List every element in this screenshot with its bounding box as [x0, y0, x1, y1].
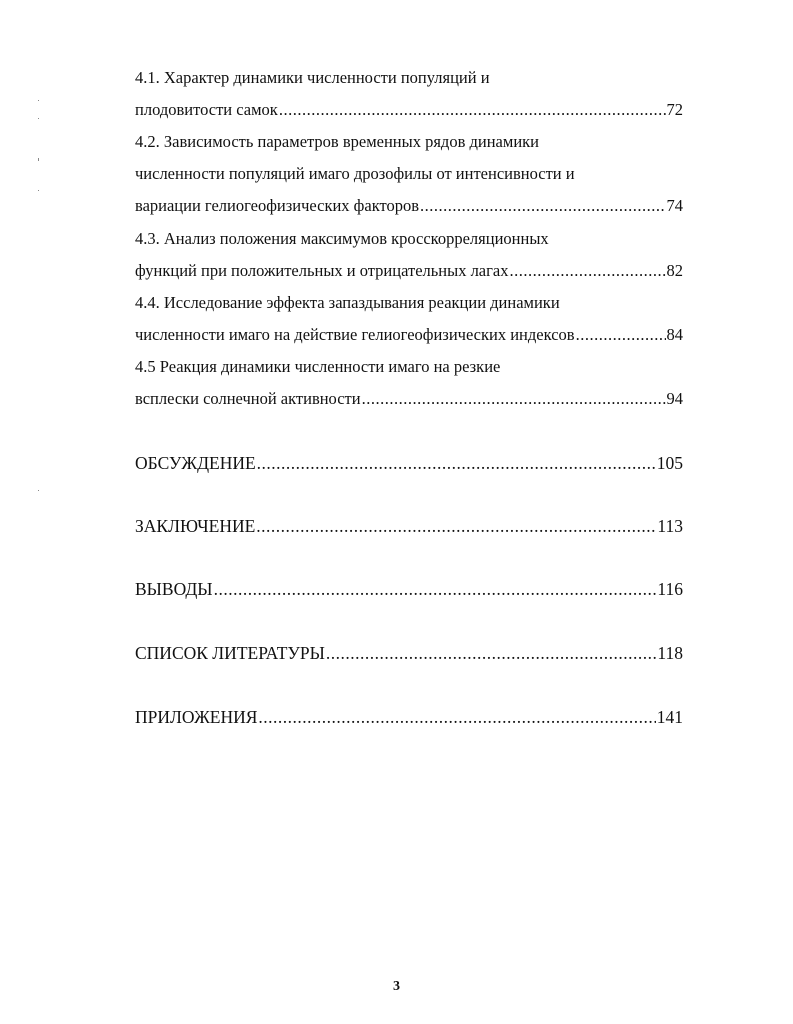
toc-discussion-page: 105 [656, 453, 683, 473]
toc-4-4-page: 84 [666, 325, 683, 344]
toc-4-4-title-part2: численности имаго на действие гелиогеофизических индексов [135, 325, 575, 344]
dot-leader [257, 452, 656, 474]
dot-leader [362, 388, 666, 410]
toc-4-2-title-part1: 4.2. Зависимость параметров временных рядов динамики [135, 132, 539, 151]
toc-4-2-title-part2: численности популяций имаго дрозофилы от интенсивности и [135, 164, 575, 183]
toc-4-1-page: 72 [666, 100, 683, 119]
toc-4-2-title-part3: вариации гелиогеофизических факторов [135, 196, 420, 215]
toc-4-5-title-part2: всплески солнечной активности [135, 389, 361, 408]
dot-leader [279, 99, 666, 121]
toc-4-4-title-part1: 4.4. Исследование эффекта запаздывания реакции динамики [135, 293, 560, 312]
scan-speck [38, 118, 39, 119]
toc-entry-conclusion [135, 515, 683, 537]
scan-speck [38, 190, 39, 191]
dot-leader [576, 324, 666, 346]
page-number: 3 [393, 979, 400, 994]
toc-findings-title: ВЫВОДЫ [135, 579, 213, 599]
toc-4-3-page: 82 [666, 261, 683, 280]
toc-4-1-title-part1: 4.1. Характер динамики численности популяций и [135, 68, 490, 87]
dot-leader [509, 260, 665, 282]
toc-conclusion-page: 113 [657, 516, 683, 536]
toc-entry-4-2 [135, 195, 683, 217]
toc-4-5-line1 [135, 356, 683, 378]
toc-4-5-page: 94 [666, 389, 683, 408]
toc-discussion-title: ОБСУЖДЕНИЕ [135, 453, 256, 473]
toc-4-2-line2 [135, 163, 683, 185]
dot-leader [326, 642, 657, 664]
toc-references-title: СПИСОК ЛИТЕРАТУРЫ [135, 643, 325, 663]
toc-conclusion-title: ЗАКЛЮЧЕНИЕ [135, 516, 256, 536]
toc-entry-findings [135, 578, 683, 600]
toc-references-page: 118 [657, 643, 683, 663]
toc-4-3-line1 [135, 228, 683, 250]
scan-speck [38, 100, 39, 101]
toc-entry-4-1 [135, 99, 683, 121]
scan-speck [38, 490, 39, 491]
toc-entry-appendices [135, 706, 683, 728]
toc-4-3-title-part1: 4.3. Анализ положения максимумов кросскорреляционных [135, 229, 549, 248]
toc-4-4-line1 [135, 292, 683, 314]
dot-leader [258, 706, 655, 728]
toc-findings-page: 116 [657, 579, 683, 599]
toc-4-5-title-part1: 4.5 Реакция динамики численности имаго на резкие [135, 357, 501, 376]
toc-entry-4-4 [135, 324, 683, 346]
scan-speck [38, 158, 39, 161]
dot-leader [214, 578, 657, 600]
toc-appendices-page: 141 [656, 707, 683, 727]
toc-4-2-page: 74 [666, 196, 683, 215]
dot-leader [420, 195, 665, 217]
toc-4-2-line1 [135, 131, 683, 153]
toc-entry-discussion [135, 452, 683, 474]
toc-4-3-title-part2: функций при положительных и отрицательных лагах [135, 261, 509, 280]
dot-leader [256, 515, 656, 537]
toc-4-1-title-part2: плодовитости самок [135, 100, 278, 119]
toc-4-1-line1 [135, 67, 683, 89]
toc-appendices-title: ПРИЛОЖЕНИЯ [135, 707, 258, 727]
toc-entry-references [135, 642, 683, 664]
toc-entry-4-3 [135, 260, 683, 282]
toc-entry-4-5 [135, 388, 683, 410]
